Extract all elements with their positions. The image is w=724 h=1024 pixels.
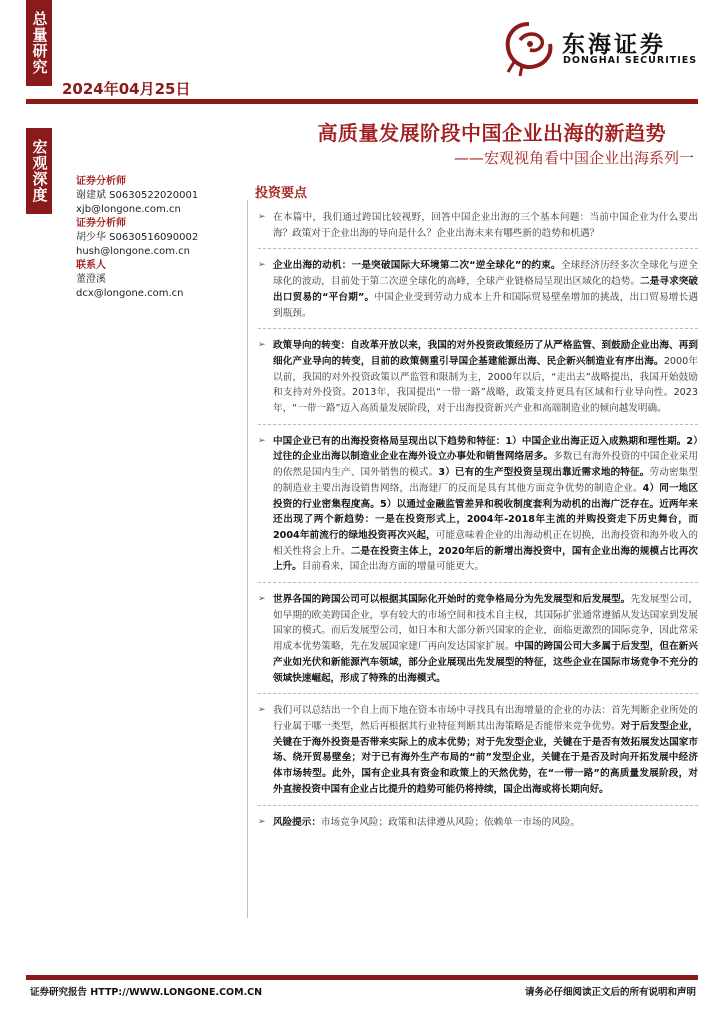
- key-point-paragraph: [258, 815, 698, 831]
- paragraph-text: [273, 592, 698, 686]
- paragraph-text: [273, 338, 698, 417]
- bullet-arrow-icon: ➢: [258, 212, 266, 222]
- footer-website[interactable]: 证券研究报告 HTTP://WWW.LONGONE.COM.CN: [30, 987, 263, 998]
- text-run: 多数已有海外投资的中国企业采用的依然是国内生产、国外销售的模式。: [273, 451, 699, 479]
- paragraph-text: [273, 210, 698, 241]
- bold-text-run: 风险提示：: [273, 816, 321, 828]
- bullet-arrow-icon: ➢: [258, 260, 266, 271]
- logo-chinese-name: 东海证券: [562, 31, 666, 58]
- paragraph-separator: [258, 248, 698, 249]
- text-run: 2000年以前，我国的对外投资政策以严监管和限制为主，2000年以后，“走出去”战略提出，我国开始鼓励和支持对外投资。2013年，我国提出“一带一路”战略，政策支持更具有区域和行业导向性。2023年，“一带一路”迈入高质量发展阶段，对于出海投资新兴产业和高端制造业的倾向越发明确。: [273, 355, 698, 415]
- report-date: 2024年04月25日: [62, 80, 191, 98]
- analyst-role: 证券分析师: [76, 218, 126, 229]
- key-point-paragraph: [258, 258, 698, 321]
- bold-text-run: 二是寻求突破出口贸易的“平台期”。: [273, 276, 699, 303]
- paragraph-text: [273, 258, 698, 321]
- analyst-panel: [76, 175, 246, 301]
- key-point-paragraph: [258, 210, 698, 241]
- dragon-logo-icon: [500, 18, 558, 78]
- text-run: 中国企业受到劳动力成本上升和国际贸易壁垒增加的挑战，出口贸易增长遇到瓶颈。: [273, 291, 698, 319]
- analyst-name-id: 胡少华 S0630516090002: [76, 232, 199, 243]
- bold-text-run: 二是在投资主体上，2020年后的新增出海投资中，国有企业出海的规模占比再次上升。: [273, 545, 698, 573]
- analyst-email[interactable]: hush@longone.com.cn: [76, 246, 190, 257]
- donghai-logo: [500, 18, 700, 78]
- paragraph-separator: [258, 582, 698, 583]
- paragraph-separator: [258, 328, 698, 329]
- section-title: 投资要点: [255, 186, 308, 201]
- key-point-paragraph: [258, 592, 698, 686]
- text-run: 我们可以总结出一个自上而下地在资本市场中寻找具有出海增量的企业的办法：首先判断企业所处的行业属于哪一类型，然后再根据其行业特征判断其出海策略是否能带来竞争优势。: [273, 705, 698, 732]
- bullet-arrow-icon: ➢: [258, 435, 266, 446]
- text-run: 在本篇中，我们通过跨国比较视野，回答中国企业出海的三个基本问题：当前中国企业为什么要出海？政策对于企业出海的导向是什么？企业出海未来有哪些新的趋势和机遇？: [273, 212, 698, 239]
- paragraph-separator: [258, 424, 698, 425]
- report-subtitle: ——宏观视角看中国企业出海系列一: [453, 149, 694, 167]
- paragraph-separator: [258, 693, 698, 694]
- text-run: 可能意味着企业的出海动机正在切换，出海投资和海外收入的相关性将会上升。: [273, 529, 698, 557]
- logo-english-name: DONGHAI SECURITIES: [563, 55, 698, 66]
- report-type-label: 总量研究: [30, 11, 49, 75]
- paragraph-text: [273, 703, 698, 797]
- key-points: [258, 210, 698, 837]
- header-rule: [26, 99, 698, 104]
- text-run: 全球经济历经多次全球化与逆全球化的波动，目前处于第二次逆全球化的高峰，全球产业链格局呈现出区域化的趋势。: [273, 260, 698, 288]
- report-type-tag: [26, 0, 52, 86]
- key-point-paragraph: [258, 703, 698, 797]
- text-run: 市场竞争风险；政策和法律遵从风险；依赖单一市场的风险。: [320, 816, 580, 828]
- text-run: 劳动密集型的制造业主要出海设销售网络，出海建厂的反而是具有其他方面竞争优势的制造企业。: [273, 467, 699, 494]
- report-title: 高质量发展阶段中国企业出海的新趋势: [317, 121, 666, 145]
- bold-text-run: 4）同一地区投资的行业密集程度高。5）以通过金融监管差异和税收制度套利为动机的出海广泛存在。近两年来还出现了两个新趋势：一是在投资形式上，2004年-2018年主流的并购投资走下历史舞台，而2004年前流行的绿地投资再次兴起，: [273, 482, 698, 541]
- bold-text-run: 世界各国的跨国公司可以根据其国际化开始时的竞争格局分为先发展型和后发展型。: [273, 594, 631, 606]
- bullet-arrow-icon: ➢: [258, 816, 266, 827]
- paragraph-separator: [258, 805, 698, 806]
- key-point-paragraph: [258, 434, 698, 575]
- paragraph-text: [273, 434, 698, 575]
- analyst-email[interactable]: xjb@longone.com.cn: [76, 204, 181, 215]
- contact-role: 联系人: [76, 260, 106, 271]
- key-point-paragraph: [258, 338, 698, 417]
- bold-text-run: 中国企业已有的出海投资格局呈现出以下趋势和特征：1）中国企业出海正迈入成熟期和理性期。2）过往的企业出海以制造业企业在海外设立办事处和销售网络居多。: [273, 435, 698, 463]
- bullet-arrow-icon: ➢: [258, 340, 266, 351]
- analyst-role: 证券分析师: [76, 176, 126, 187]
- column-divider: [247, 200, 248, 918]
- bold-text-run: 政策导向的转变：自改革开放以来，我国的对外投资政策经历了从严格监管、到鼓励企业出海、再到细化产业导向的转变，目前的政策侧重引导国企基建能源出海、民企新兴制造业有序出海。: [273, 340, 698, 367]
- analyst-name-id: 谢建斌 S0630522020001: [76, 190, 199, 201]
- paragraph-text: [273, 815, 698, 831]
- bullet-arrow-icon: ➢: [258, 705, 266, 716]
- report-category-label: 宏观深度: [30, 139, 49, 203]
- text-run: 目前看来，国企出海方面的增量可能更大。: [301, 561, 485, 573]
- contact-name: 董澄溪: [76, 274, 106, 285]
- bullet-arrow-icon: ➢: [258, 594, 266, 605]
- text-run: 先发展型公司，如早期的欧美跨国企业，享有较大的市场空间和技术自主权，其国际扩张通常遵循从发达国家到发展国家的模式。而后发展型公司，如日本和大部分新兴国家的企业，面临更激烈的国际竞争，因此常采用成本优势策略，先在发展国家建厂再向发达国家扩展。: [273, 594, 699, 653]
- footer-rule: [26, 975, 698, 980]
- report-category-tag: [26, 128, 52, 214]
- contact-email[interactable]: dcx@longone.com.cn: [76, 288, 184, 299]
- footer-disclaimer: 请务必仔细阅读正文后的所有说明和声明: [524, 987, 696, 998]
- bold-text-run: 3）已有的生产型投资呈现出靠近需求地的特征。: [438, 467, 650, 479]
- bold-text-run: 对于后发型企业，关键在于海外投资是否带来实际上的成本优势；对于先发型企业，关键在于是否有效拓展发达国家市场、绕开贸易壁垒；对于已有海外生产布局的“前”发型企业，关键在于是否及时向开拓发展中经济体市场转型。此外，国有企业具有资金和政策上的天然优势，在“一带一路”的高质量发展阶段，对外直接投资中国有企业占比提升的趋势可能仍将持续，国企出海或将长期向好。: [273, 720, 698, 795]
- bold-text-run: 中国的跨国公司大多属于后发型，但在新兴产业如光伏和新能源汽车领域，部分企业展现出先发展型的特征，这些企业在国际市场竞争不充分的领域快速崛起，形成了特殊的出海模式。: [273, 641, 699, 684]
- bold-text-run: 企业出海的动机：一是突破国际大环境第二次“逆全球化”的约束。: [273, 260, 561, 272]
